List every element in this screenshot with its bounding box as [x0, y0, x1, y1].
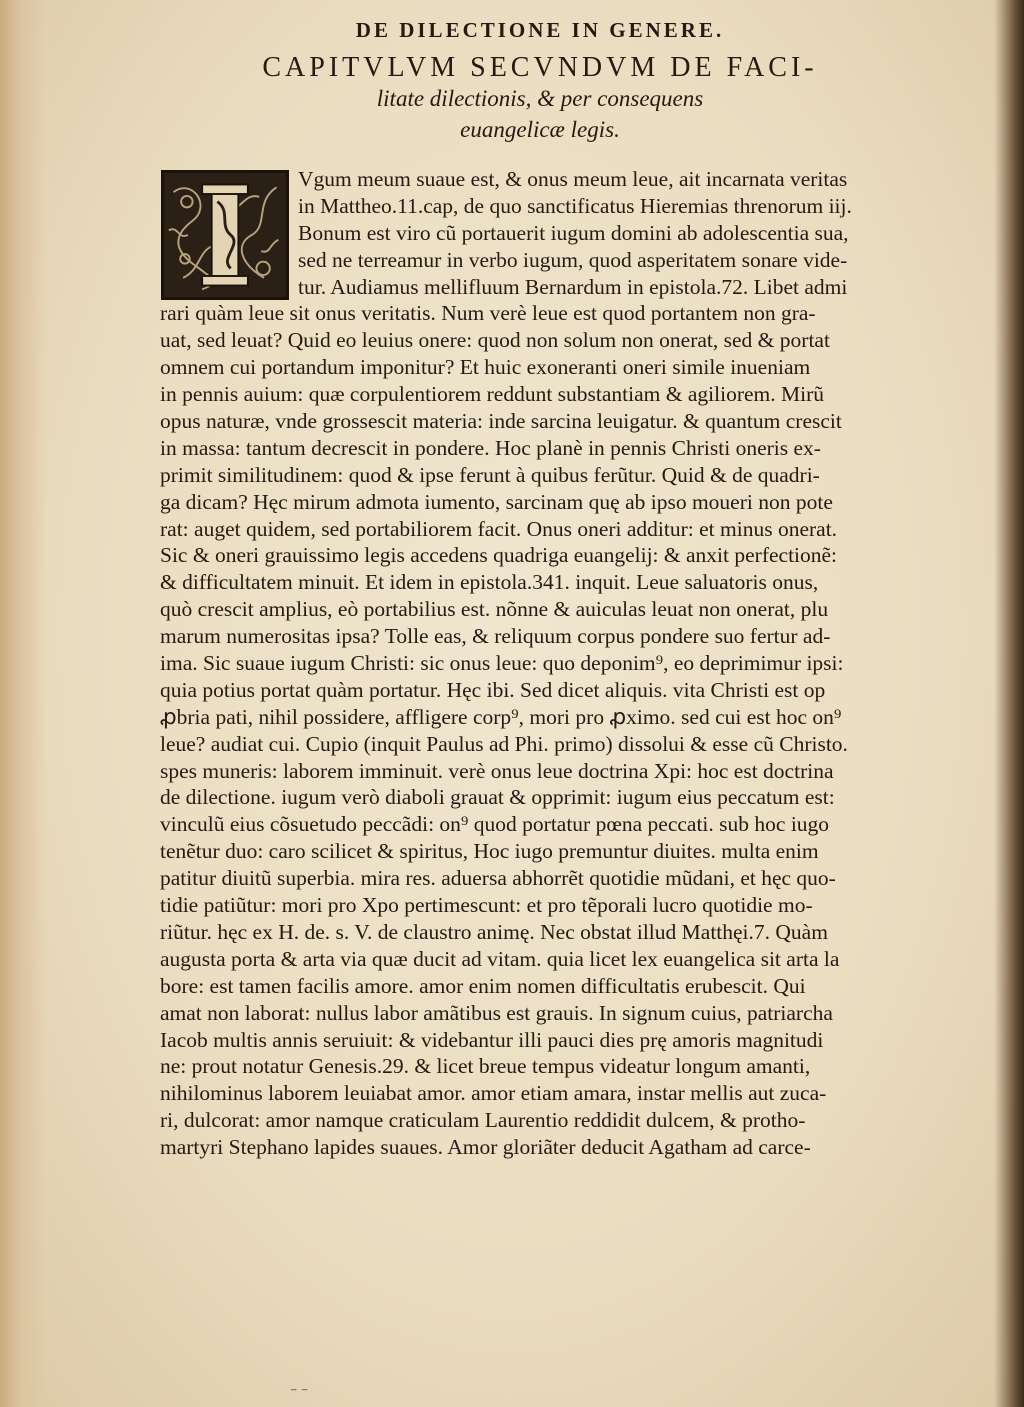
text-line: rat: auget quidem, sed portabiliorem facit. Onus oneri additur: et minus onerat. [160, 516, 838, 541]
text-line: ri, dulcorat: amor namque craticulam Laurentio reddidit dulcem, & protho- [160, 1108, 806, 1133]
text-line: marum numerositas ipsa? Tolle eas, & reliquum corpus pondere suo fertur ad- [160, 624, 831, 649]
text-line: opus naturæ, vnde grossescit materia: inde sarcina leuigatur. & quantum crescit [160, 409, 842, 434]
text-line: sed ne terreamur in verbo iugum, quod asperitatem sonare vide- [298, 247, 848, 272]
text-line: nihilominus laborem leuiabat amor. amor etiam amara, instar mellis aut zuca- [160, 1081, 827, 1106]
text-line: & difficultatem minuit. Et idem in epistola.341. inquit. Leue saluatoris onus, [160, 570, 819, 595]
text-line: vinculũ eius cõsuetudo peccãdi: on⁹ quod portatur pœna peccati. sub hoc iugo [160, 812, 830, 837]
text-line: ne: prout notatur Genesis.29. & licet breue tempus videatur longum amanti, [160, 1054, 811, 1079]
text-line: rari quàm leue sit onus veritatis. Num verè leue est quod portantem non gra- [160, 301, 816, 326]
text-line: quia potius portat quàm portatur. Hęc ibi. Sed dicet aliquis. vita Christi est op [160, 677, 826, 702]
text-line: omnem cui portandum imponitur? Et huic exoneranti oneri simile inueniam [160, 355, 811, 380]
chapter-title-line-3: euangelicæ legis. [460, 117, 620, 142]
text-line: martyri Stephano lapides suaues. Amor gloriãter deducit Agatham ad carce- [160, 1135, 811, 1160]
text-line: ga dicam? Hęc mirum admota iumento, sarcinam quę ab ipso moueri non pote [160, 489, 833, 514]
text-line: primit similitudinem: quod & ipse ferunt à quibus ferũtur. Quid & de quadri- [160, 462, 820, 487]
text-line: leue? audiat cui. Cupio (inquit Paulus ad Phi. primo) dissolui & esse cũ Christo. [160, 731, 848, 756]
text-line: tur. Audiamus mellifluum Bernardum in epistola.72. Libet admi [298, 274, 848, 299]
text-line: ima. Sic suaue iugum Christi: sic onus leue: quo deponim⁹, eo deprimimur ipsi: [160, 651, 844, 676]
text-line: augusta porta & arta via quæ ducit ad vitam. quia licet lex euangelica sit arta la [160, 946, 840, 971]
text-line: bore: est tamen facilis amore. amor enim nomen difficultatis erubescit. Qui [160, 973, 806, 998]
text-line: tidie patiũtur: mori pro Xpo pertimescunt: et pro tẽporali lucro quotidie mo- [160, 893, 813, 918]
chapter-title-line-1: CAPITVLVM SECVNDVM DE FACI- [262, 52, 818, 83]
text-line: Vgum meum suaue est, & onus meum leue, ait incarnata veritas [298, 167, 848, 191]
text-line: riũtur. hęc ex H. de. s. V. de claustro animę. Nec obstat illud Matthęi.7. Quàm [160, 919, 828, 944]
text-line: de dilectione. iugum verò diaboli grauat & opprimit: iugum eius peccatum est: [160, 785, 835, 810]
text-line: spes muneris: laborem imminuit. verè onus leue doctrina Xpi: hoc est doctrina [160, 758, 834, 783]
text-line: in massa: tantum decrescit in pondere. Hoc planè in pennis Christi oneris ex- [160, 435, 821, 460]
text-line: quò crescit amplius, eò portabilius est. nõnne & auiculas leuat non onerat, plu [160, 597, 829, 622]
text-line: in Mattheo.11.cap, de quo sanctificatus Hieremias threnorum iij. [298, 193, 852, 218]
chapter-title [230, 52, 850, 145]
text-line: Bonum est viro cũ portauerit iugum domini ab adolescentia sua, [298, 220, 849, 245]
text-line: amat non laborat: nullus labor amãtibus est grauis. In signum cuius, patriarcha [160, 1000, 833, 1025]
page-edge-left [0, 0, 46, 1407]
text-line: tenẽtur duo: caro scilicet & spiritus, Hoc iugo premuntur diuites. multa enim [160, 839, 819, 864]
text-line: Iacob multis annis seruiuit: & videbantur illi pauci dies prę amoris magnitudi [160, 1027, 824, 1052]
text-line: in pennis auium: quæ corpulentiorem reddunt substantiam & agiliorem. Mirũ [160, 382, 825, 407]
text-line: uat, sed leuat? Quid eo leuius onere: quod non solum non onerat, sed & portat [160, 328, 830, 353]
footer-mark: ⁻ ⁻ [290, 1386, 309, 1401]
page-edge-right [994, 0, 1024, 1407]
running-head: DE DILECTIONE IN GENERE. [355, 18, 725, 42]
text-line: ꝓbria pati, nihil possidere, affligere corp⁹, mori pro ꝓximo. sed cui est hoc on⁹ [160, 704, 842, 729]
body-text [160, 166, 920, 1161]
text-line: patitur diuitũ superbia. mira res. aduersa abhorrẽt quotidie mũdani, et hęc quo- [160, 866, 836, 891]
text-line: Sic & oneri grauissimo legis accedens quadriga euangelij: & anxit perfectionẽ: [160, 543, 838, 568]
chapter-title-line-2: litate dilectionis, & per consequens [376, 86, 704, 111]
